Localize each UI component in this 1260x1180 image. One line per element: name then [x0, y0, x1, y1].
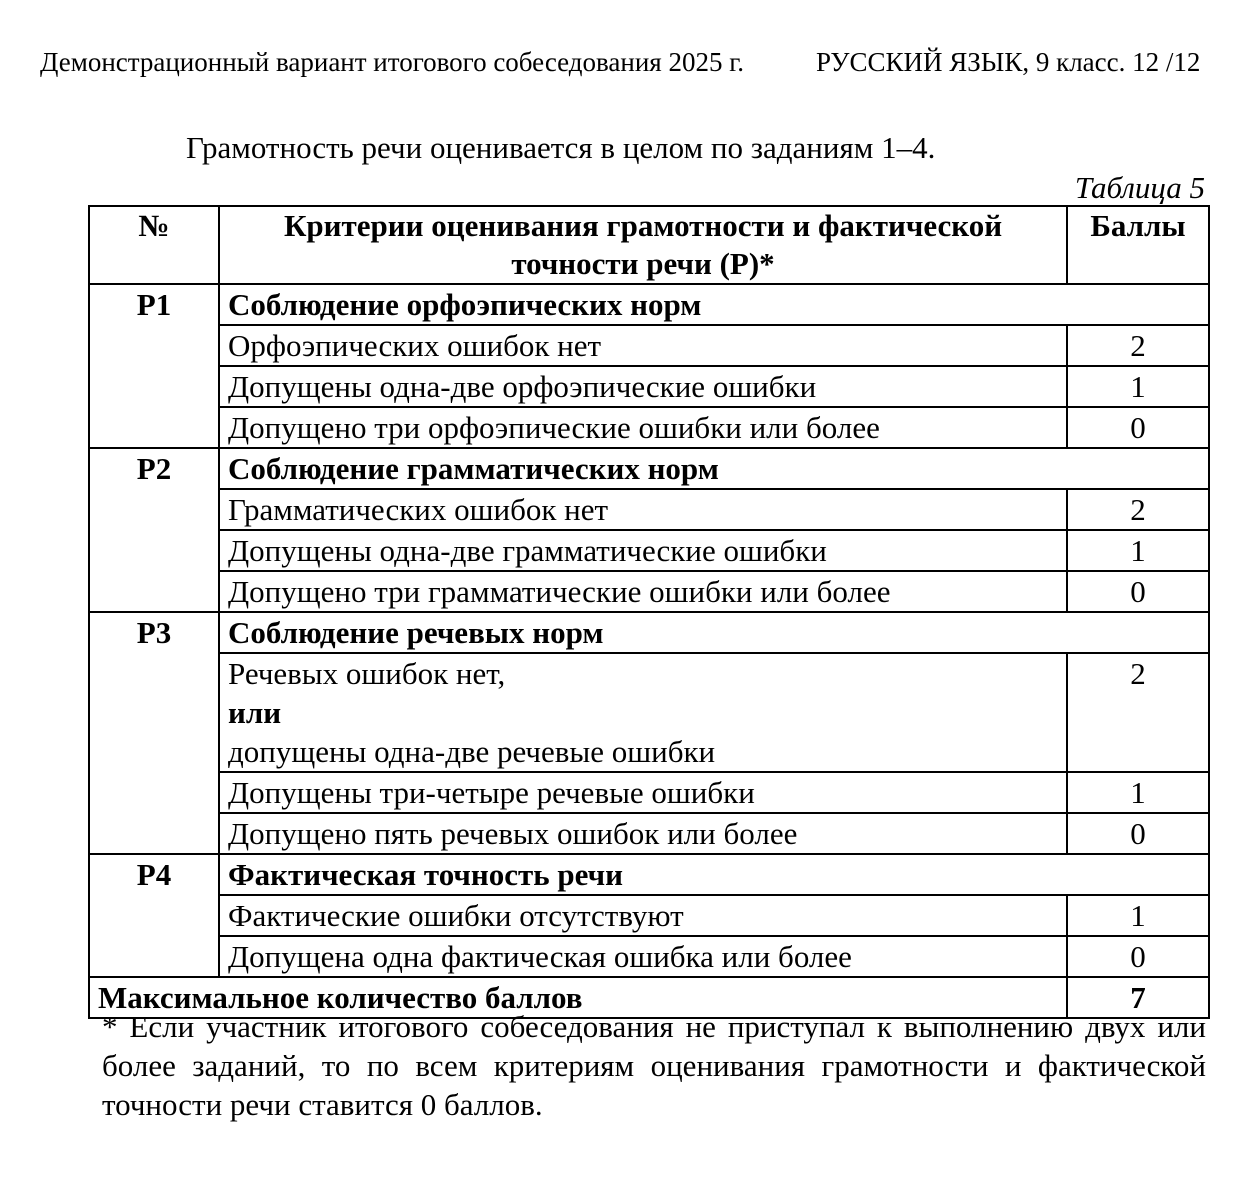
table-row	[89, 530, 1209, 571]
criterion-points: 1	[1067, 895, 1209, 936]
criteria-table	[88, 205, 1210, 1019]
table-row	[89, 653, 1209, 772]
table-row	[89, 936, 1209, 977]
criterion-id: Р3	[89, 612, 219, 854]
criterion-title: Соблюдение грамматических норм	[219, 448, 1209, 489]
table-header-row	[89, 206, 1209, 284]
table-row	[89, 407, 1209, 448]
criterion-description: Допущено пять речевых ошибок или более	[219, 813, 1067, 854]
total-points: 7	[1067, 977, 1209, 1018]
criterion-description: Допущено три грамматические ошибки или более	[219, 571, 1067, 612]
criterion-points: 1	[1067, 772, 1209, 813]
table-caption: Таблица 5	[1074, 170, 1205, 205]
table-row	[89, 366, 1209, 407]
total-label: Максимальное количество баллов	[89, 977, 1067, 1018]
criterion-points: 1	[1067, 366, 1209, 407]
footnote: * Если участник итогового собеседования не приступал к выполнению двух или более заданий, то по всем критериям оценивания грамотности и фактической точности речи ставится 0 баллов.	[102, 1009, 1206, 1122]
criterion-description: Допущены одна-две грамматические ошибки	[219, 530, 1067, 571]
criterion-description: Орфоэпических ошибок нет	[219, 325, 1067, 366]
criterion-points: 2	[1067, 653, 1209, 772]
header-subject-page: РУССКИЙ ЯЗЫК, 9 класс. 12 /12	[816, 47, 1201, 77]
table-row	[89, 895, 1209, 936]
description-line: допущены одна-две речевые ошибки	[228, 734, 716, 769]
table-row	[89, 571, 1209, 612]
criterion-title: Соблюдение орфоэпических норм	[219, 284, 1209, 325]
criterion-points: 0	[1067, 936, 1209, 977]
criterion-description: Грамматических ошибок нет	[219, 489, 1067, 530]
table-row	[89, 772, 1209, 813]
table-row	[89, 325, 1209, 366]
criterion-points: 0	[1067, 813, 1209, 854]
header-number: №	[89, 206, 219, 284]
criterion-id: Р4	[89, 854, 219, 977]
header-points: Баллы	[1067, 206, 1209, 284]
group-row-p4	[89, 854, 1209, 895]
criterion-description: Допущены одна-две орфоэпические ошибки	[219, 366, 1067, 407]
description-line: Речевых ошибок нет,	[228, 656, 506, 691]
criterion-points: 2	[1067, 489, 1209, 530]
intro-text: Грамотность речи оценивается в целом по заданиям 1–4.	[186, 130, 936, 165]
criterion-points: 2	[1067, 325, 1209, 366]
group-row-p2	[89, 448, 1209, 489]
table-row	[89, 489, 1209, 530]
criterion-description: Фактические ошибки отсутствуют	[219, 895, 1067, 936]
header-criteria: Критерии оценивания грамотности и фактической точности речи (Р)*	[219, 206, 1067, 284]
criterion-points: 0	[1067, 571, 1209, 612]
criterion-title: Соблюдение речевых норм	[219, 612, 1209, 653]
criterion-id: Р2	[89, 448, 219, 612]
group-row-p1	[89, 284, 1209, 325]
criterion-id: Р1	[89, 284, 219, 448]
criterion-points: 0	[1067, 407, 1209, 448]
criterion-description: Допущены три-четыре речевые ошибки	[219, 772, 1067, 813]
description-or: или	[228, 695, 282, 730]
criterion-description: Допущена одна фактическая ошибка или более	[219, 936, 1067, 977]
criterion-description-multiline	[219, 653, 1067, 772]
group-row-p3	[89, 612, 1209, 653]
table-row	[89, 813, 1209, 854]
criterion-points: 1	[1067, 530, 1209, 571]
criterion-description: Допущено три орфоэпические ошибки или более	[219, 407, 1067, 448]
criterion-title: Фактическая точность речи	[219, 854, 1209, 895]
header-exam-title: Демонстрационный вариант итогового собеседования 2025 г.	[40, 47, 744, 77]
